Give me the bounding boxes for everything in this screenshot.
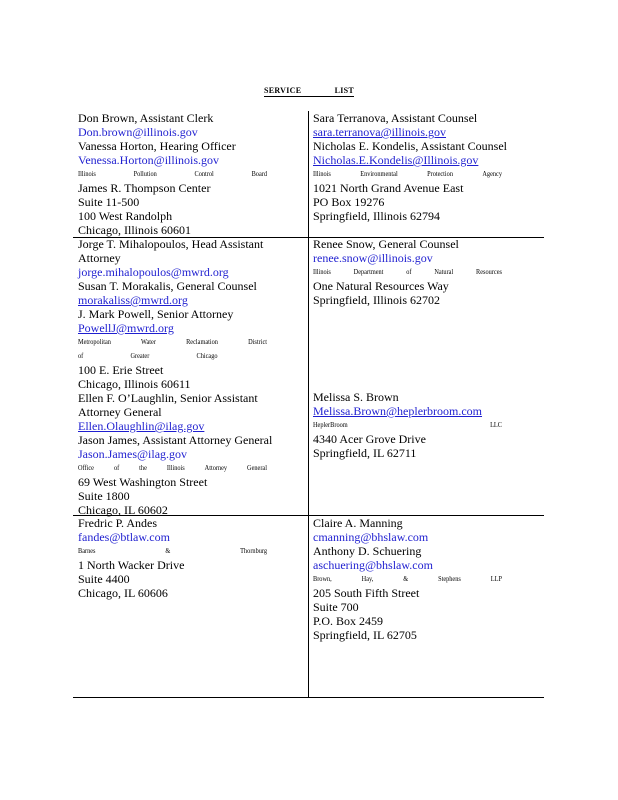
organization-name: Illinois Pollution Control Board	[78, 170, 267, 178]
contact-text-line: Springfield, Illinois 62794	[313, 209, 440, 223]
page-title	[264, 86, 354, 97]
contact-cell-idnr	[313, 237, 523, 307]
contact-text-line: Chicago, IL 60606	[78, 586, 168, 600]
organization-name: Brown, Hay, & Stephens LLP	[313, 575, 502, 583]
contact-text-line: Don Brown, Assistant Clerk	[78, 111, 214, 125]
organization-name: Office of the Illinois Attorney General	[78, 464, 267, 472]
contact-text-line: Suite 700	[313, 600, 359, 614]
contact-text-line: One Natural Resources Way	[313, 279, 449, 293]
organization-name: Metropolitan Water Reclamation District	[78, 338, 267, 346]
contact-text-line: Suite 4400	[78, 572, 130, 586]
contact-cell-heplerbroom	[313, 390, 523, 460]
contact-text-line: James R. Thompson Center	[78, 181, 211, 195]
contact-text-line: 100 West Randolph	[78, 209, 173, 223]
email-link[interactable]: morakaliss@mwrd.org	[78, 293, 188, 307]
email-link[interactable]: renee.snow@illinois.gov	[313, 251, 433, 265]
email-link[interactable]: jorge.mihalopoulos@mwrd.org	[78, 265, 229, 279]
email-link[interactable]: PowellJ@mwrd.org	[78, 321, 174, 335]
contact-text-line: Vanessa Horton, Hearing Officer	[78, 139, 236, 153]
email-link[interactable]: Jason.James@ilag.gov	[78, 447, 188, 461]
contact-text-line: Springfield, IL 62711	[313, 446, 417, 460]
contact-text-line: 69 West Washington Street	[78, 475, 208, 489]
title-word-list: LIST	[334, 86, 354, 95]
column-divider	[308, 111, 309, 698]
contact-cell-ipcb	[78, 111, 288, 237]
contact-cell-mwrd-ag	[78, 237, 288, 517]
contact-text-line: Renee Snow, General Counsel	[313, 237, 459, 251]
title-word-service: SERVICE	[264, 86, 302, 95]
contact-text-line: Chicago, Illinois 60611	[78, 377, 191, 391]
contact-text-line: Suite 11-500	[78, 195, 140, 209]
table-bottom-border	[73, 697, 544, 698]
contact-text-line: Susan T. Morakalis, General Counsel	[78, 279, 257, 293]
email-link[interactable]: Melissa.Brown@heplerbroom.com	[313, 404, 483, 418]
contact-text-line: Sara Terranova, Assistant Counsel	[313, 111, 478, 125]
contact-text-line: Suite 1800	[78, 489, 130, 503]
organization-name: Illinois Environmental Protection Agency	[313, 170, 502, 178]
contact-text-line: 1021 North Grand Avenue East	[313, 181, 464, 195]
email-link[interactable]: aschuering@bhslaw.com	[313, 558, 433, 572]
email-link[interactable]: Venessa.Horton@illinois.gov	[78, 153, 220, 167]
contact-text-line: Anthony D. Schuering	[313, 544, 422, 558]
email-link[interactable]: Ellen.Olaughlin@ilag.gov	[78, 419, 205, 433]
contact-text-line: 4340 Acer Grove Drive	[313, 432, 426, 446]
contact-text-line: 205 South Fifth Street	[313, 586, 420, 600]
contact-text-line: Springfield, Illinois 62702	[313, 293, 440, 307]
contact-text-line: Jason James, Assistant Attorney General	[78, 433, 273, 447]
contact-text-line: P.O. Box 2459	[313, 614, 384, 628]
organization-name: Illinois Department of Natural Resources	[313, 268, 502, 276]
contact-text-line: Nicholas E. Kondelis, Assistant Counsel	[313, 139, 507, 153]
email-link[interactable]: Don.brown@illinois.gov	[78, 125, 198, 139]
organization-name: Barnes & Thornburg	[78, 547, 267, 555]
contact-cell-bhs	[313, 516, 523, 642]
contact-text-line: Springfield, IL 62705	[313, 628, 417, 642]
contact-text-line: 100 E. Erie Street	[78, 363, 164, 377]
email-link[interactable]: sara.terranova@illinois.gov	[313, 125, 447, 139]
contact-cell-barnes	[78, 516, 288, 600]
contact-text-line: Melissa S. Brown	[313, 390, 399, 404]
contact-text-line: J. Mark Powell, Senior Attorney	[78, 307, 234, 321]
contact-text-line: Chicago, Illinois 60601	[78, 223, 191, 237]
contact-text-line: Chicago, IL 60602	[78, 503, 168, 517]
contact-text-line: Claire A. Manning	[313, 516, 403, 530]
contact-text-line: 1 North Wacker Drive	[78, 558, 185, 572]
email-link[interactable]: cmanning@bhslaw.com	[313, 530, 429, 544]
contact-text-line: Fredric P. Andes	[78, 516, 157, 530]
email-link[interactable]: Nicholas.E.Kondelis@Illinois.gov	[313, 153, 479, 167]
organization-name: HeplerBroom LLC	[313, 421, 502, 429]
contact-text-line: PO Box 19276	[313, 195, 385, 209]
organization-name: of Greater Chicago	[78, 352, 218, 360]
contact-text-line: Ellen F. O’Laughlin, Senior Assistant	[78, 391, 258, 405]
email-link[interactable]: fandes@btlaw.com	[78, 530, 170, 544]
contact-text-line: Jorge T. Mihalopoulos, Head Assistant	[78, 237, 264, 251]
contact-text-line: Attorney	[78, 251, 121, 265]
contact-cell-iepa	[313, 111, 523, 223]
contact-text-line: Attorney General	[78, 405, 162, 419]
service-list-table	[73, 111, 544, 698]
